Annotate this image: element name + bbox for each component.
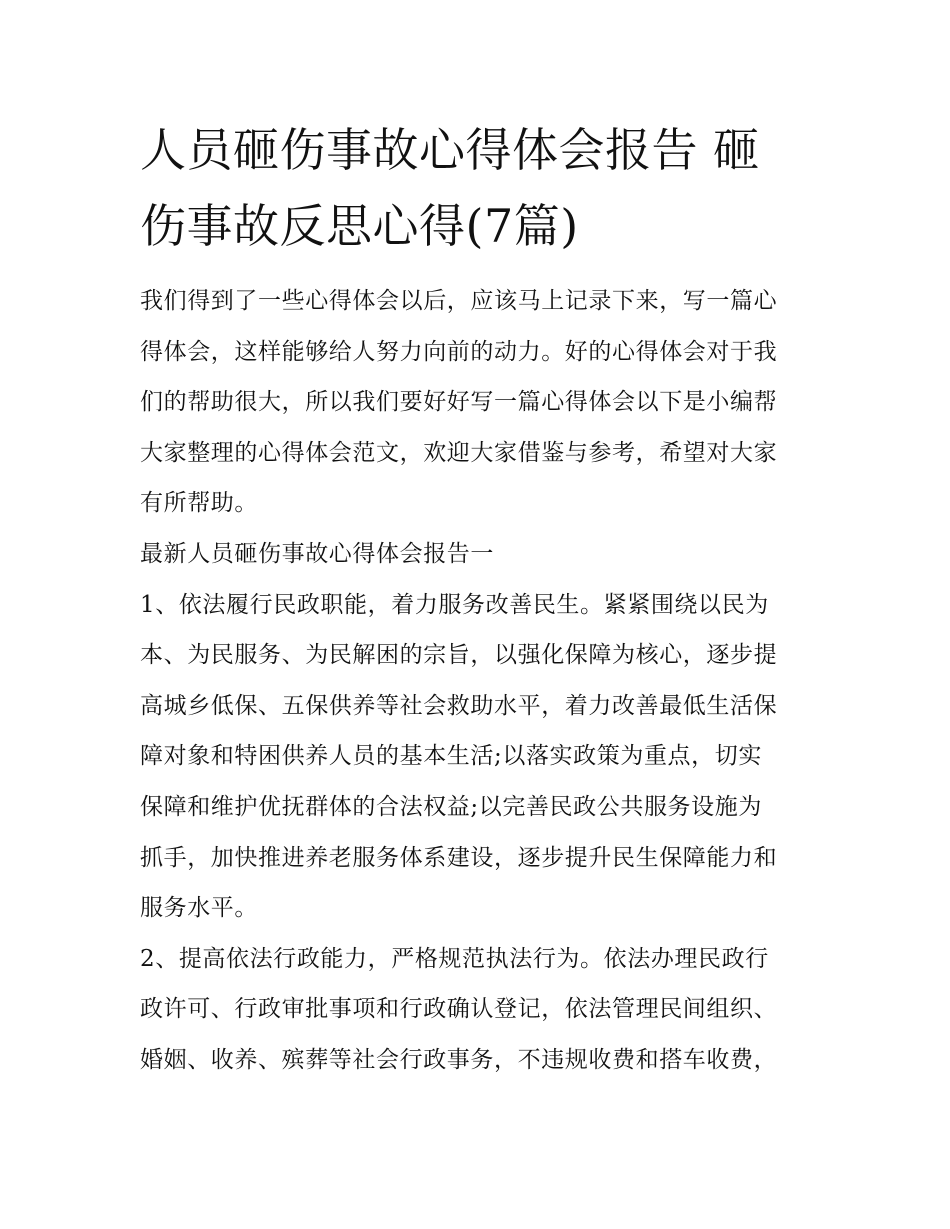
text-line: 障对象和特困供养人员的基本生活;以落实政策为重点，切实 (140, 743, 762, 770)
text-line: 大家整理的心得体会范文，欢迎大家借鉴与参考，希望对大家 (140, 439, 778, 466)
intro-paragraph (140, 276, 830, 529)
text-line: 政许可、行政审批事项和行政确认登记，依法管理民间组织、 (140, 996, 778, 1023)
text-line: 1、依法履行民政职能，着力服务改善民生。紧紧围绕以民为 (140, 591, 769, 618)
document-title (140, 112, 820, 264)
text-line: 本、为民服务、为民解困的宗旨，以强化保障为核心，逐步提 (140, 642, 778, 669)
text-line: 们的帮助很大，所以我们要好好写一篇心得体会以下是小编帮 (140, 389, 778, 416)
text-line: 最新人员砸伤事故心得体会报告一 (140, 540, 494, 567)
title-line: 伤事故反思心得(7篇) (140, 199, 579, 253)
text-line: 保障和维护优抚群体的合法权益;以完善民政公共服务设施为 (140, 793, 762, 820)
text-line: 2、提高依法行政能力，严格规范执法行为。依法办理民政行 (140, 945, 769, 972)
text-line: 抓手，加快推进养老服务体系建设，逐步提升民生保障能力和 (140, 844, 778, 871)
item-paragraph-2 (140, 934, 830, 1086)
title-line: 人员砸伤事故心得体会报告 砸 (140, 123, 760, 177)
item-paragraph-1 (140, 580, 830, 934)
section-heading (140, 529, 830, 580)
text-line: 高城乡低保、五保供养等社会救助水平，着力改善最低生活保 (140, 692, 778, 719)
text-line: 得体会，这样能够给人努力向前的动力。好的心得体会对于我 (140, 338, 778, 365)
text-line: 我们得到了一些心得体会以后，应该马上记录下来，写一篇心 (140, 288, 778, 314)
text-line: 婚姻、收养、殡葬等社会行政事务，不违规收费和搭车收费， (140, 1046, 778, 1073)
text-line: 服务水平。 (140, 895, 258, 922)
text-line: 有所帮助。 (140, 490, 258, 517)
document-body (140, 276, 830, 1086)
